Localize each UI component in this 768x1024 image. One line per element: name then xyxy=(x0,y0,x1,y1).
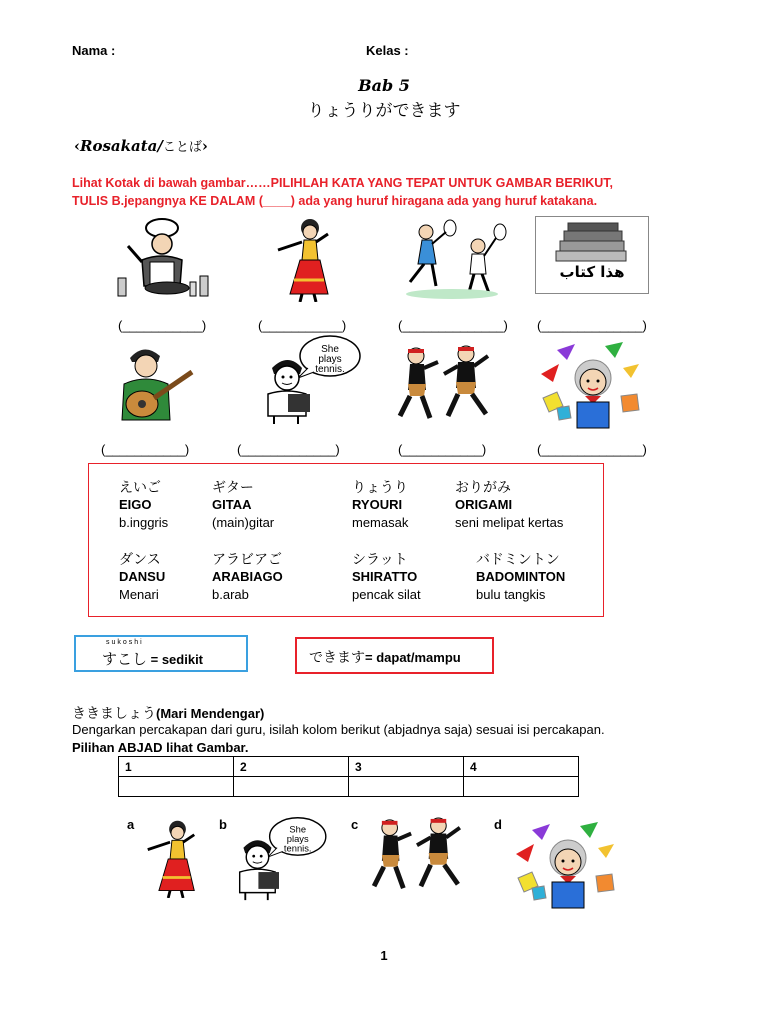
section-bracket-open: ‹ xyxy=(74,137,80,155)
table-header-cell: 1 xyxy=(119,757,234,777)
speech-text-3: tennis. xyxy=(283,843,312,854)
vocab-romaji-arabiago: ARABIAGO xyxy=(212,569,283,584)
answer-cell-4[interactable] xyxy=(464,777,579,797)
speech-text-2: plays xyxy=(318,354,342,365)
blank-4[interactable]: (______________) xyxy=(537,318,647,333)
nama-label: Nama : xyxy=(72,43,116,58)
answer-cell-2[interactable] xyxy=(234,777,349,797)
arabic-caption: هذا كتاب xyxy=(559,263,625,281)
listening-kana: ききましょう xyxy=(72,706,156,722)
vocab-romaji-dansu: DANSU xyxy=(119,569,166,584)
vocab-kana-badominton: バドミントン xyxy=(476,552,560,568)
page-number: 1 xyxy=(380,948,388,963)
listening-line-1: Dengarkan percakapan dari guru, isilah kolom berikut (abjadnya saja) sesuai isi percakapan. xyxy=(72,722,605,737)
sukoshi-ruby: sukoshi xyxy=(106,639,144,646)
speech-text-2: plays xyxy=(286,834,309,845)
english-teacher-image xyxy=(258,332,362,426)
vocab-romaji-shiratto: SHIRATTO xyxy=(352,569,418,584)
choice-a-dancer-image[interactable] xyxy=(138,818,204,898)
listening-heading xyxy=(72,703,264,723)
speech-text-3: tennis. xyxy=(315,364,345,375)
vocab-meaning-ryouri: memasak xyxy=(352,515,409,530)
vocab-meaning-dansu: Menari xyxy=(119,587,159,602)
instruction-line-2: TULIS B.jepangnya KE DALAM (____) ada yang huruf hiragana ada yang huruf katakana. xyxy=(72,194,598,208)
vocab-kana-eigo: えいご xyxy=(119,480,161,496)
arabic-book-image xyxy=(535,216,649,294)
choice-label-c: c xyxy=(351,817,359,832)
vocab-kana-shiratto: シラット xyxy=(352,552,408,568)
table-row xyxy=(119,757,579,777)
vocab-kana-gitaa: ギター xyxy=(212,480,254,496)
section-kana: ことば xyxy=(162,139,202,154)
answer-cell-1[interactable] xyxy=(119,777,234,797)
vocab-romaji-origami: ORIGAMI xyxy=(455,497,513,512)
section-bracket-close: › xyxy=(201,137,208,155)
blank-3[interactable]: (______________) xyxy=(398,318,508,333)
section-heading xyxy=(74,136,208,155)
vocab-kana-dansu: ダンス xyxy=(119,552,161,568)
table-header-cell: 2 xyxy=(234,757,349,777)
choice-d-origami-image[interactable] xyxy=(512,818,618,910)
blank-6[interactable]: (_____________) xyxy=(237,442,340,457)
table-header-cell: 3 xyxy=(349,757,464,777)
choice-b-teacher-image[interactable] xyxy=(230,814,328,902)
vocab-meaning-shiratto: pencak silat xyxy=(352,587,421,602)
listening-label: (Mari Mendengar) xyxy=(156,706,265,721)
vocab-romaji-ryouri: RYOURI xyxy=(352,497,403,512)
vocab-kana-origami: おりがみ xyxy=(455,480,511,496)
blank-7[interactable]: (___________) xyxy=(398,442,487,457)
book-stack-icon xyxy=(536,217,648,293)
dekimasu-text xyxy=(309,647,461,667)
answer-table xyxy=(118,756,579,797)
chapter-subtitle: りょうりができます xyxy=(307,101,461,120)
speech-text-1: She xyxy=(289,824,307,835)
table-header-cell: 4 xyxy=(464,757,579,777)
vocab-meaning-arabiago: b.arab xyxy=(212,587,249,602)
instruction-line-1: Lihat Kotak di bawah gambar……PILIHLAH KATA YANG TEPAT UNTUK GAMBAR BERIKUT, xyxy=(72,176,613,190)
dekimasu-meaning: = dapat/mampu xyxy=(365,650,461,665)
dekimasu-kana: できます xyxy=(309,650,365,666)
vocab-romaji-eigo: EIGO xyxy=(119,497,152,512)
choice-label-a: a xyxy=(127,817,135,832)
table-row xyxy=(119,777,579,797)
choice-label-d: d xyxy=(494,817,502,832)
blank-1[interactable]: (___________) xyxy=(118,318,207,333)
vocab-kana-arabiago: アラビアご xyxy=(212,552,282,568)
vocab-meaning-gitaa: (main)gitar xyxy=(212,515,275,530)
sukoshi-kana: すこし xyxy=(102,650,148,668)
choice-label-b: b xyxy=(219,817,227,832)
pencak-silat-fighters-image xyxy=(394,344,492,424)
vocab-romaji-badominton: BADOMINTON xyxy=(476,569,566,584)
sukoshi-box xyxy=(74,635,248,672)
dancing-girl-image xyxy=(270,216,336,302)
blank-5[interactable]: (___________) xyxy=(101,442,190,457)
vocab-kana-ryouri: りょうり xyxy=(352,480,408,496)
section-word: Rosakata xyxy=(80,137,158,155)
vocab-meaning-badominton: bulu tangkis xyxy=(476,587,546,602)
kelas-label: Kelas : xyxy=(366,43,409,58)
choice-c-silat-image[interactable] xyxy=(368,816,464,894)
speech-text-1: She xyxy=(321,344,339,355)
origami-girl-image xyxy=(537,338,643,430)
blank-8[interactable]: (______________) xyxy=(537,442,647,457)
guitar-player-image xyxy=(108,340,196,424)
dekimasu-box xyxy=(295,637,494,674)
blank-2[interactable]: (___________) xyxy=(258,318,347,333)
vocab-meaning-eigo: b.inggris xyxy=(119,515,169,530)
chef-cooking-image xyxy=(112,216,218,300)
section-separator: / xyxy=(157,137,163,155)
sukoshi-text xyxy=(102,648,203,669)
answer-cell-3[interactable] xyxy=(349,777,464,797)
sukoshi-meaning: = sedikit xyxy=(147,652,204,667)
badminton-players-image xyxy=(396,216,508,302)
vocab-romaji-gitaa: GITAA xyxy=(212,497,252,512)
vocab-meaning-origami: seni melipat kertas xyxy=(455,515,564,530)
listening-line-2: Pilihan ABJAD lihat Gambar. xyxy=(72,740,249,755)
chapter-title: Bab 5 xyxy=(358,76,410,95)
